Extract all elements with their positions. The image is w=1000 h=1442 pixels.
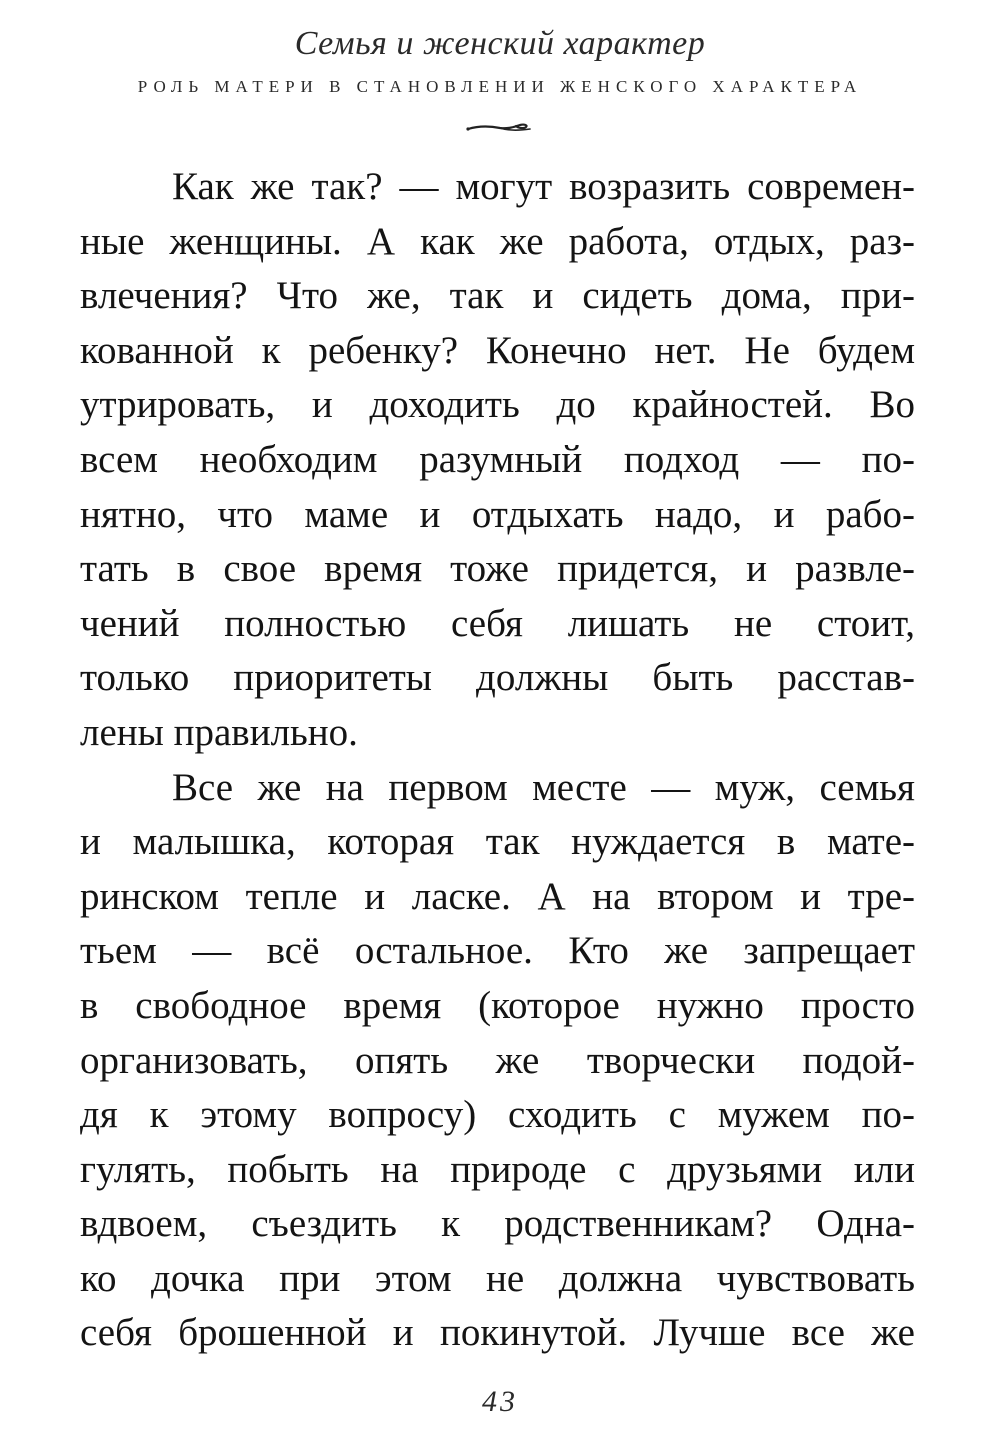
text-line: дя к этому вопросу) сходить с мужем по- bbox=[80, 1093, 915, 1137]
running-title: Семья и женский характер bbox=[294, 25, 706, 62]
text-line: Все же на первом месте — муж, семья bbox=[172, 765, 915, 809]
paragraph-1 bbox=[80, 160, 915, 761]
text-line: и малышка, которая так нуждается в мате- bbox=[80, 820, 915, 864]
text-line: кованной к ребенку? Конечно нет. Не будем bbox=[80, 328, 915, 372]
text-line: Как же так? — могут возразить современ- bbox=[172, 165, 915, 208]
text-line: гулять, побыть на природе с друзьями или bbox=[80, 1147, 915, 1191]
paragraph-2 bbox=[80, 761, 915, 1362]
page-number: 43 bbox=[482, 1385, 518, 1418]
text-line: нятно, что маме и отдыхать надо, и рабо- bbox=[80, 492, 915, 536]
text-line: себя брошенной и покинутой. Лучше все же bbox=[80, 1311, 915, 1355]
text-line: ные женщины. А как же работа, отдых, раз- bbox=[80, 219, 915, 263]
text-line: в свободное время (которое нужно просто bbox=[80, 983, 915, 1027]
text-line: вдвоем, съездить к родственникам? Одна- bbox=[80, 1202, 915, 1246]
text-line: организовать, опять же творчески подой- bbox=[80, 1038, 915, 1082]
running-subtitle: РОЛЬ МАТЕРИ В СТАНОВЛЕНИИ ЖЕНСКОГО ХАРАКТЕРА bbox=[137, 77, 863, 96]
text-line: влечения? Что же, так и сидеть дома, при- bbox=[80, 274, 915, 318]
text-line: утрировать, и доходить до крайностей. Во bbox=[80, 383, 915, 427]
text-line: всем необходим разумный подход — по- bbox=[80, 437, 915, 481]
flourish-ornament-icon bbox=[460, 118, 540, 138]
text-line: ко дочка при этом не должна чувствовать bbox=[80, 1256, 915, 1300]
text-line: тьем — всё остальное. Кто же запрещает bbox=[80, 929, 915, 973]
text-line: ринском тепле и ласке. А на втором и тре- bbox=[80, 874, 915, 918]
text-line: только приоритеты должны быть расстав- bbox=[80, 656, 915, 700]
text-line: лены правильно. bbox=[80, 710, 358, 754]
text-line: чений полностью себя лишать не стоит, bbox=[80, 601, 915, 645]
text-line: тать в свое время тоже придется, и развле- bbox=[80, 547, 915, 591]
body-text bbox=[80, 160, 915, 1361]
